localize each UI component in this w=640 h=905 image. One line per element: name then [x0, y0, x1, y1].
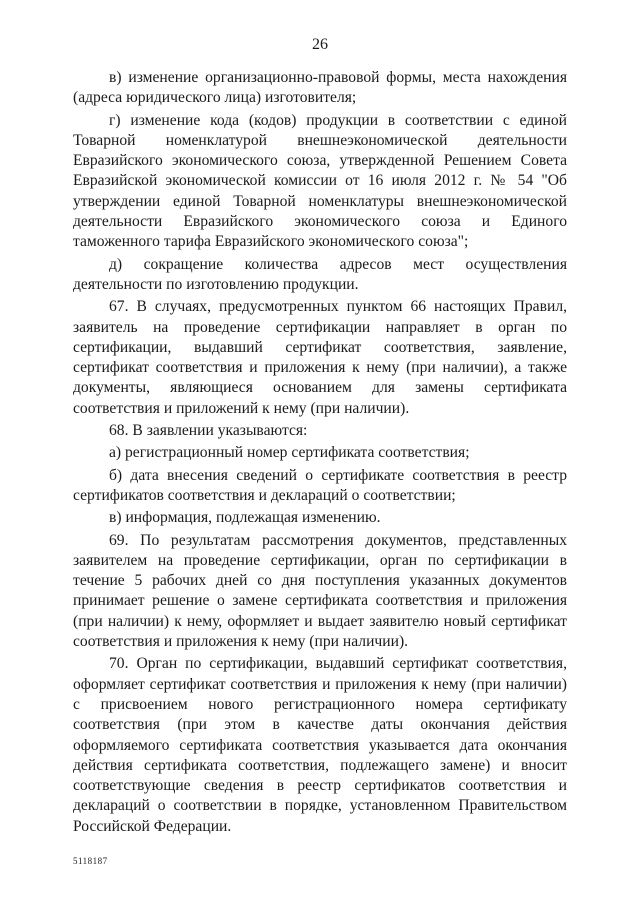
paragraph-68-item-v: в) информация, подлежащая изменению.	[109, 509, 381, 527]
document-code: 5118187	[73, 856, 108, 866]
paragraph-item-d-addresses: д) сокращение количества адресов мест осуществления деятельности по изготовлению продукции.	[73, 255, 567, 293]
page-number: 26	[312, 36, 328, 53]
document-body	[73, 68, 567, 839]
paragraph-68-item-b: б) дата внесения сведений о сертификате соответствия в реестр сертификатов соответствия и деклараций о соответствии;	[73, 466, 567, 504]
paragraph-68-item-a: а) регистрационный номер сертификата соответствия;	[109, 444, 470, 462]
paragraph-69: 69. По результатам рассмотрения документов, представленных заявителем на проведение сертификации, орган по сертификации в течение 5 рабочих дней со дня поступления указанных документов принимает решение о замене сертификата соответствия и приложения (при наличии) к нему, оформляет и выдает заявителю новый сертификат соответствия и приложения к нему (при наличии).	[73, 531, 567, 651]
paragraph-item-g-product-code: г) изменение кода (кодов) продукции в соответствии с единой Товарной номенклатурой внешнеэкономической деятельности Евразийского экономического союза, утвержденной Решением Совета Евразийской экономической комиссии от 16 июля 2012 г. № 54 "Об утверждении единой Товарной номенклатуры внешнеэкономической деятельности Евразийского экономического союза и Единого таможенного тарифа Евразийского экономического союза";	[73, 111, 567, 251]
paragraph-68: 68. В заявлении указываются:	[109, 422, 308, 440]
paragraph-70: 70. Орган по сертификации, выдавший сертификат соответствия, оформляет сертификат соответствия и приложения к нему (при наличии) с присвоением нового регистрационного номера сертификату соответствия (при этом в качестве даты окончания действия оформляемого сертификата соответствия указывается дата окончания действия сертификата соответствия, подлежащего замене) и вносит соответствующие сведения в реестр сертификатов соответствия и деклараций о соответствии в порядке, установленном Правительством Российской Федерации.	[73, 655, 567, 835]
paragraph-item-v-legal-form: в) изменение организационно-правовой формы, места нахождения (адреса юридического лица) изготовителя;	[73, 69, 567, 107]
paragraph-67: 67. В случаях, предусмотренных пунктом 66 настоящих Правил, заявитель на проведение сертификации направляет в орган по сертификации, выдавший сертификат соответствия, заявление, сертификат соответствия и приложения к нему (при наличии), а также документы, являющиеся основанием для замены сертификата соответствия и приложений к нему (при наличии).	[73, 298, 567, 417]
